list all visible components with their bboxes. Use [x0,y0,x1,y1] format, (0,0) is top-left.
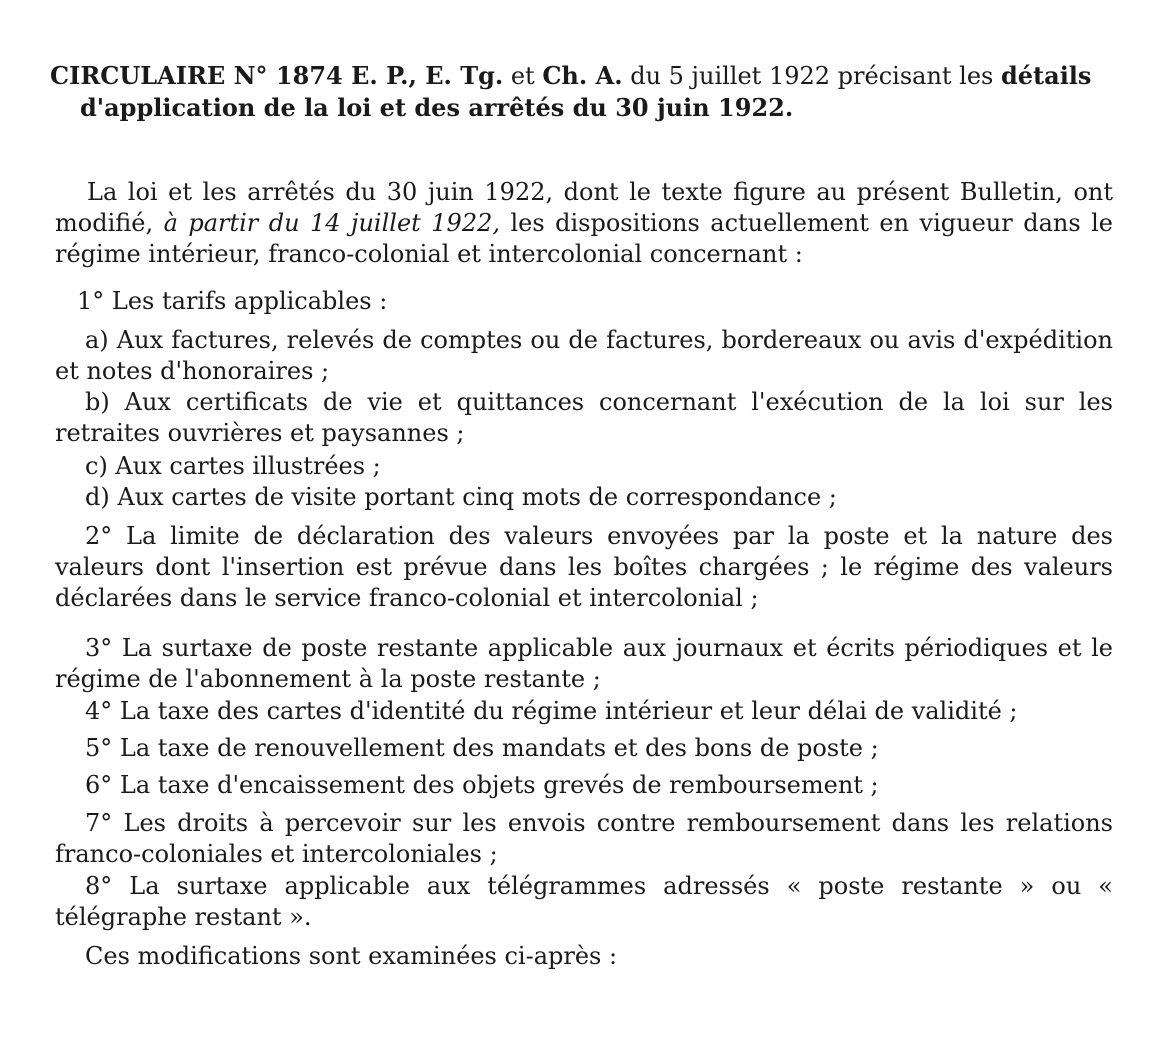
closing-line: Ces modifications sont examinées ci-après : [85,942,618,970]
intro-italic-date: à partir du 14 juillet 1922, [163,209,500,237]
list-item-1: 1° Les tarifs applicables : [77,287,388,315]
intro-text-2: les dispositions actuellement en vigueur dans le régime intérieur, franco-colonial et intercolonial concernant : [55,209,1113,268]
title-part-bold-3: détails d'application de la loi et des arrêtés du 30 juin 1922. [80,61,1092,122]
list-item-2: 2° La limite de déclaration des valeurs envoyées par la poste et la nature des valeurs dont l'insertion est prévue dans les boîtes chargées ; le régime des valeurs déclarées dans le service franco-colonial et intercolonial ; [55,522,1113,612]
title-part-normal-1: et [503,62,543,90]
intro-paragraph [55,177,1113,270]
list-item-1c: c) Aux cartes illustrées ; [85,452,381,480]
list-item-3: 3° La surtaxe de poste restante applicable aux journaux et écrits périodiques et le régime de l'abonnement à la poste restante ; [55,634,1113,693]
title-part-bold-2: Ch. A. [542,61,623,90]
list-item-5: 5° La taxe de renouvellement des mandats et des bons de poste ; [85,734,879,762]
list-item-4: 4° La taxe des cartes d'identité du régime intérieur et leur délai de validité ; [85,697,1018,725]
title-part-bold-1: CIRCULAIRE N° 1874 E. P., E. Tg. [50,61,504,90]
list-item-1b: b) Aux certificats de vie et quittances concernant l'exécution de la loi sur les retraites ouvrières et paysannes ; [55,388,1113,447]
list-item-1d: d) Aux cartes de visite portant cinq mots de correspondance ; [85,483,837,511]
intro-text-1: La loi et les arrêtés du 30 juin 1922, dont le texte figure au présent Bulletin, ont modifié, [55,178,1113,237]
list-item-6: 6° La taxe d'encaissement des objets grevés de remboursement ; [85,771,879,799]
circular-title [50,60,1140,124]
list-item-7: 7° Les droits à percevoir sur les envois contre remboursement dans les relations franco-coloniales et intercoloniales ; [55,809,1113,868]
list-item-1a: a) Aux factures, relevés de comptes ou de factures, bordereaux ou avis d'expédition et notes d'honoraires ; [55,326,1113,385]
title-part-normal-2: du 5 juillet 1922 précisant les [622,62,1001,90]
list-item-8: 8° La surtaxe applicable aux télégrammes adressés « poste restante » ou « télégraphe restant ». [55,872,1113,931]
